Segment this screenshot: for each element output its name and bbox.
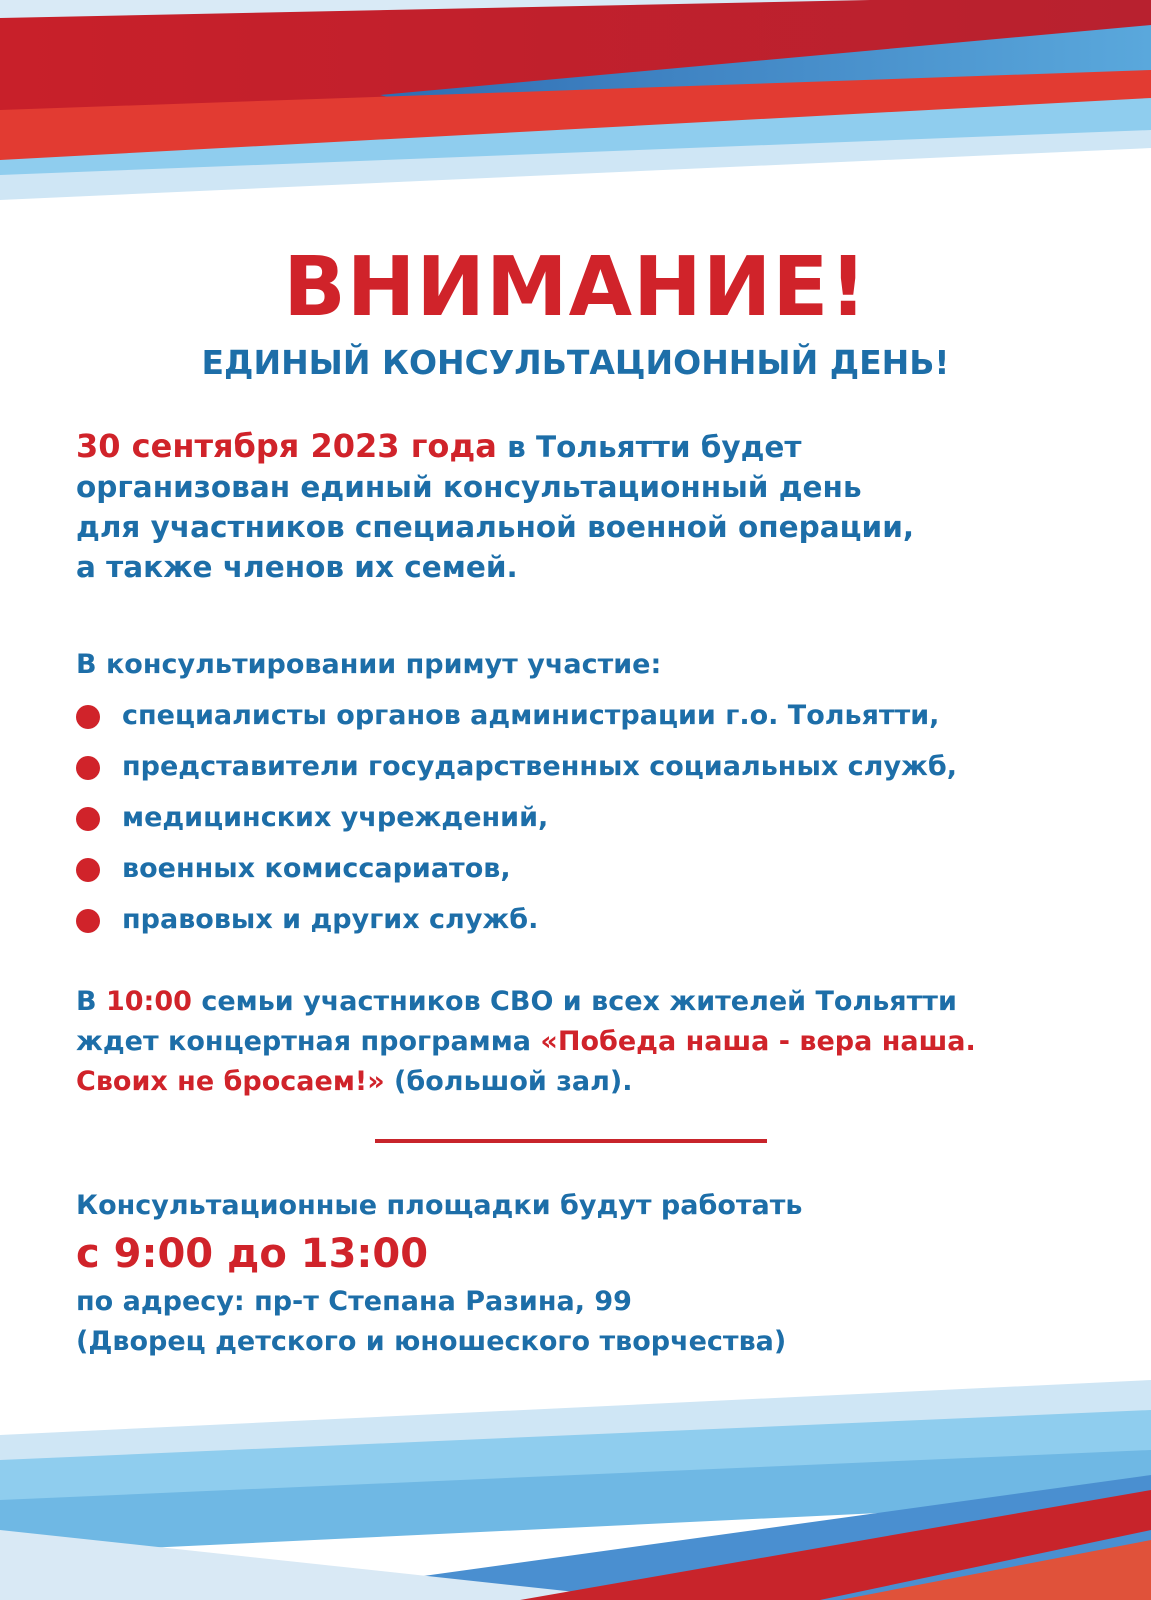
page-title: ВНИМАНИЕ! [283, 240, 868, 335]
intro-line-2: организован единый консультационный день [76, 470, 862, 504]
participants-lead: В консультировании примут участие: [76, 649, 662, 680]
list-item: представители государственных социальных служб, [76, 741, 1116, 792]
concert-paragraph [76, 982, 1096, 1102]
schedule-line-1: Консультационные площадки будут работать [76, 1190, 803, 1221]
bullet-icon [76, 807, 100, 831]
list-item: специалисты органов администрации г.о. Тольятти, [76, 690, 1116, 741]
concert-time: 10:00 [105, 986, 192, 1017]
schedule-paragraph [76, 1186, 1096, 1362]
bullet-icon [76, 756, 100, 780]
concert-line-2: ждет концертная программа «Победа наша - вера наша. [76, 1026, 976, 1057]
list-item: военных комиссариатов, [76, 843, 1116, 894]
concert-line-3: Своих не бросаем!» (большой зал). [76, 1066, 633, 1097]
section-divider [375, 1139, 767, 1143]
intro-line-3: для участников специальной военной операции, [76, 510, 915, 544]
intro-paragraph [76, 426, 1096, 587]
bullet-icon [76, 705, 100, 729]
page-subtitle: ЕДИНЫЙ КОНСУЛЬТАЦИОННЫЙ ДЕНЬ! [201, 343, 950, 382]
event-date: 30 сентября 2023 года [76, 427, 497, 465]
address-line: по адресу: пр-т Степана Разина, 99 [76, 1286, 632, 1317]
list-item: правовых и других служб. [76, 894, 1116, 945]
concert-line-1: В 10:00 семьи участников СВО и всех жителей Тольятти [76, 986, 957, 1017]
participants-list [76, 690, 1116, 945]
working-hours: с 9:00 до 13:00 [76, 1231, 429, 1277]
intro-line-4: а также членов их семей. [76, 550, 518, 584]
intro-line-1: 30 сентября 2023 года в Тольятти будет [76, 427, 802, 465]
venue-line: (Дворец детского и юношеского творчества) [76, 1326, 787, 1357]
bullet-icon [76, 909, 100, 933]
list-item: медицинских учреждений, [76, 792, 1116, 843]
concert-program-title: «Победа наша - вера наша. [540, 1026, 976, 1057]
concert-program-title-cont: Своих не бросаем!» [76, 1066, 385, 1097]
bullet-icon [76, 858, 100, 882]
